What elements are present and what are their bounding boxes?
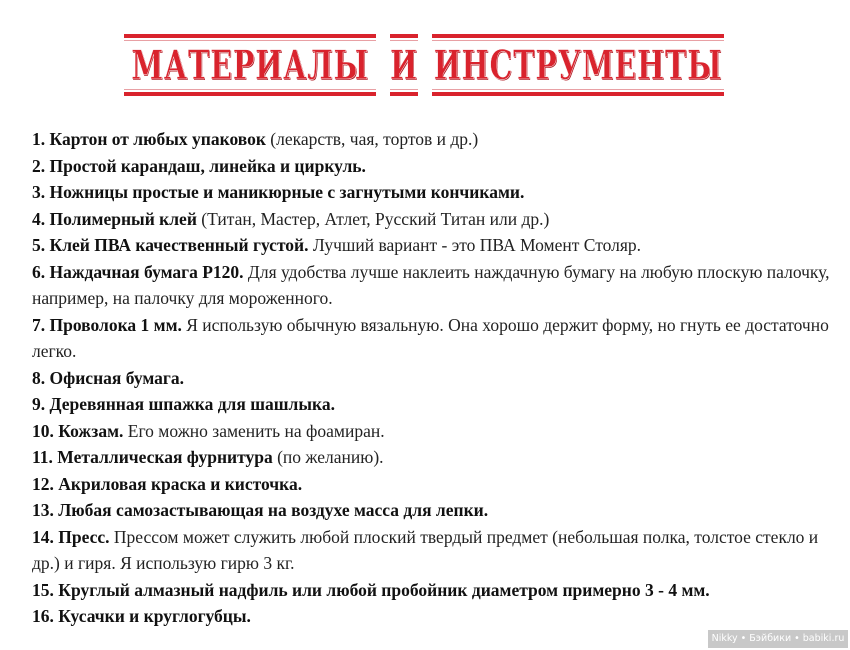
list-item <box>32 471 832 498</box>
item-title: 11. Металлическая фурнитура <box>32 447 273 467</box>
divider <box>390 92 418 96</box>
list-item <box>32 312 832 365</box>
watermark: Nikky • Бэйбики • babiki.ru <box>708 630 848 648</box>
item-desc: (по желанию). <box>272 447 384 467</box>
list-item <box>32 497 832 524</box>
title-segment-and <box>390 34 418 96</box>
title-word-materials: МАТЕРИАЛЫ <box>131 41 369 89</box>
title-word-tools: ИНСТРУМЕНТЫ <box>433 41 723 89</box>
list-item <box>32 444 832 471</box>
list-item <box>32 126 832 153</box>
item-desc: Прессом может служить любой плоский твердый предмет (небольшая полка, толстое стекло и др.) и гиря. Я использую гирю 3 кг. <box>32 526 819 573</box>
item-title: 14. Пресс. <box>32 526 110 547</box>
item-desc: Лучший вариант - это ПВА Момент Столяр. <box>308 235 642 255</box>
list-item <box>32 206 832 233</box>
list-item <box>32 153 832 180</box>
list-item <box>32 418 832 445</box>
item-desc: Для удобства лучше наклеить наждачную бумагу на любую плоскую палочку, например, на палочку для мороженного. <box>32 261 830 308</box>
list-item <box>32 603 832 630</box>
item-desc: (Титан, Мастер, Атлет, Русский Титан или др.) <box>196 208 550 229</box>
list-item <box>32 391 832 418</box>
item-title: 5. Клей ПВА качественный густой. <box>32 235 309 255</box>
item-desc: Его можно заменить на фоамиран. <box>123 420 385 441</box>
item-title: 6. Наждачная бумага Р120. <box>32 261 244 282</box>
divider <box>390 89 418 90</box>
divider <box>432 34 724 38</box>
divider <box>124 34 376 38</box>
divider <box>432 89 724 90</box>
divider <box>124 89 376 90</box>
materials-list <box>32 126 832 630</box>
divider <box>390 34 418 38</box>
item-title: 3. Ножницы простые и маникюрные с загнутыми кончиками. <box>32 182 525 202</box>
item-title: 9. Деревянная шпажка для шашлыка. <box>32 394 335 414</box>
item-title: 10. Кожзам. <box>32 420 124 441</box>
title-banner <box>124 34 724 96</box>
item-title: 15. Круглый алмазный надфиль или любой пробойник диаметром примерно 3 - 4 мм. <box>32 579 710 600</box>
divider <box>124 92 376 96</box>
list-item <box>32 259 832 312</box>
item-title: 4. Полимерный клей <box>32 208 197 229</box>
item-desc: Я использую обычную вязальную. Она хорошо держит форму, но гнуть ее достаточно легко. <box>32 314 829 361</box>
list-item <box>32 577 832 604</box>
list-item <box>32 524 832 577</box>
list-item <box>32 179 832 206</box>
title-segment-materials <box>124 34 376 96</box>
item-title: 7. Проволока 1 мм. <box>32 314 182 335</box>
item-title: 13. Любая самозастывающая на воздухе масса для лепки. <box>32 500 489 520</box>
item-title: 2. Простой карандаш, линейка и циркуль. <box>32 155 366 176</box>
title-word-and: И <box>390 41 418 89</box>
item-title: 16. Кусачки и круглогубцы. <box>32 606 251 626</box>
item-title: 12. Акриловая краска и кисточка. <box>32 473 303 494</box>
list-item <box>32 365 832 392</box>
title-segment-tools <box>432 34 724 96</box>
item-title: 8. Офисная бумага. <box>32 367 184 388</box>
divider <box>432 92 724 96</box>
item-title: 1. Картон от любых упаковок <box>32 129 266 149</box>
list-item <box>32 232 832 259</box>
item-desc: (лекарств, чая, тортов и др.) <box>265 129 479 149</box>
